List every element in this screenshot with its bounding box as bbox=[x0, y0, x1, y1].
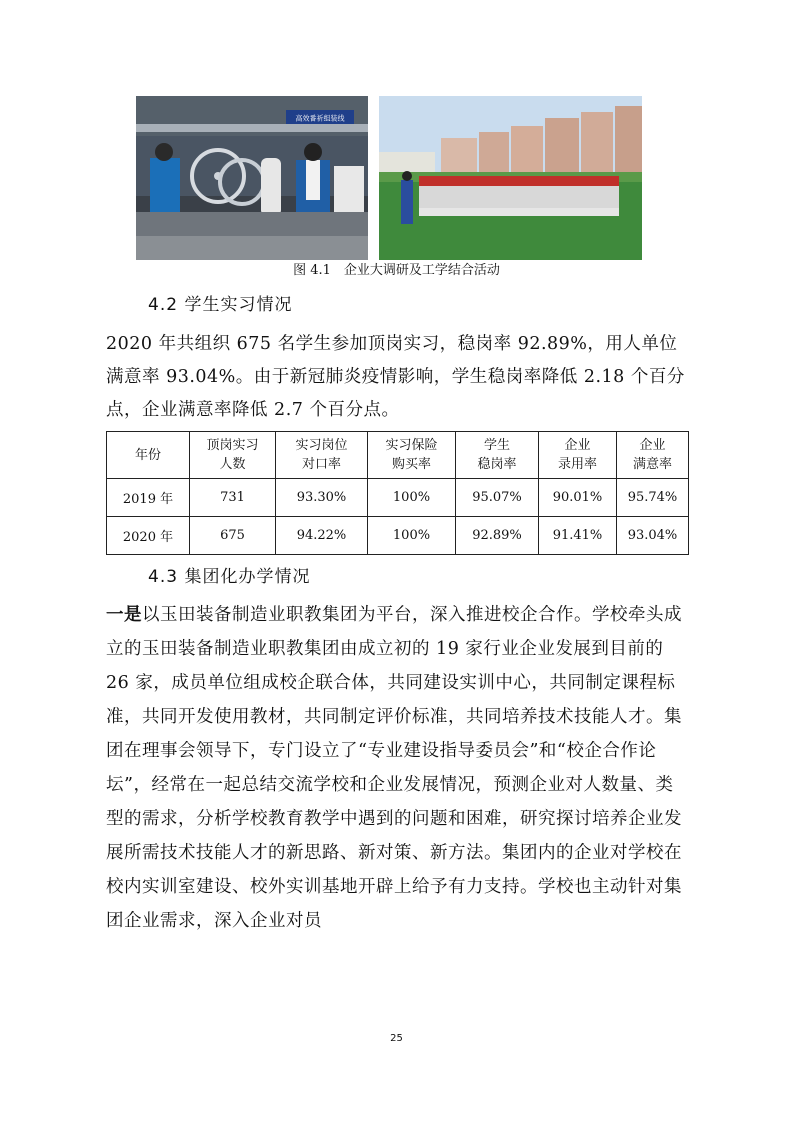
table-cell: 731 bbox=[190, 479, 276, 517]
table-cell: 93.04% bbox=[617, 517, 689, 555]
table-cell: 90.01% bbox=[539, 479, 617, 517]
internship-paragraph bbox=[106, 328, 690, 427]
table-cell: 92.89% bbox=[456, 517, 539, 555]
header-interns: 顶岗实习 人数 bbox=[190, 432, 276, 479]
table-cell: 91.41% bbox=[539, 517, 617, 555]
internship-text: 2020 年共组织 675 名学生参加顶岗实习，稳岗率 92.89%，用人单位满意率 93.04%。由于新冠肺炎疫情影响，学生稳岗率降低 2.18 个百分点，企业满意率降低 2.7 个百分点。 bbox=[106, 334, 685, 420]
internship-table bbox=[106, 431, 689, 555]
header-hire-rate: 企业 录用率 bbox=[539, 432, 617, 479]
table-row bbox=[107, 479, 689, 517]
table-cell: 95.74% bbox=[617, 479, 689, 517]
table-cell: 100% bbox=[368, 479, 456, 517]
figure-photos bbox=[136, 96, 642, 260]
field-assembly-photo bbox=[379, 96, 642, 260]
table-cell: 2019 年 bbox=[107, 479, 190, 517]
header-insurance-rate: 实习保险 购买率 bbox=[368, 432, 456, 479]
table-cell: 2020 年 bbox=[107, 517, 190, 555]
table-header-row bbox=[107, 432, 689, 479]
lead-bold-text: 一是 bbox=[106, 605, 142, 625]
header-satisfaction-rate: 企业 满意率 bbox=[617, 432, 689, 479]
section-heading-4-3: 4.3 集团化办学情况 bbox=[148, 567, 311, 587]
workshop-photo bbox=[136, 96, 368, 260]
figure-caption: 图 4.1 企业大调研及工学结合活动 bbox=[293, 263, 500, 278]
table-row bbox=[107, 517, 689, 555]
group-schooling-text: 以玉田装备制造业职教集团为平台，深入推进校企合作。学校牵头成立的玉田装备制造业职教集团由成立初的 19 家行业企业发展到目前的 26 家，成员单位组成校企联合体，共同建设实训中心，共同制定课程标准，共同开发使用教材，共同制定评价标准，共同培养技术技能人才。集团在理事会领导下，专门设立了“专业建设指导委员会”和“校企合作论坛”，经常在一起总结交流学校和企业发展情况，预测企业对人数量、类型的需求，分析学校教育教学中遇到的问题和困难，研究探讨培养企业发展所需技术技能人才的新思路、新对策、新方法。集团内的企业对学校在校内实训室建设、校外实训基地开辟上给予有力支持。学校也主动针对集团企业需求，深入企业对员 bbox=[106, 605, 682, 931]
header-year: 年份 bbox=[107, 432, 190, 479]
table-cell: 100% bbox=[368, 517, 456, 555]
workshop-sign: 高效番祈组装线 bbox=[295, 114, 345, 123]
group-schooling-paragraph bbox=[106, 598, 690, 938]
table-cell: 95.07% bbox=[456, 479, 539, 517]
table-cell: 94.22% bbox=[276, 517, 368, 555]
page-number: 25 bbox=[390, 1033, 403, 1044]
table-cell: 93.30% bbox=[276, 479, 368, 517]
header-retention-rate: 学生 稳岗率 bbox=[456, 432, 539, 479]
table-cell: 675 bbox=[190, 517, 276, 555]
header-match-rate: 实习岗位 对口率 bbox=[276, 432, 368, 479]
section-heading-4-2: 4.2 学生实习情况 bbox=[148, 295, 293, 315]
